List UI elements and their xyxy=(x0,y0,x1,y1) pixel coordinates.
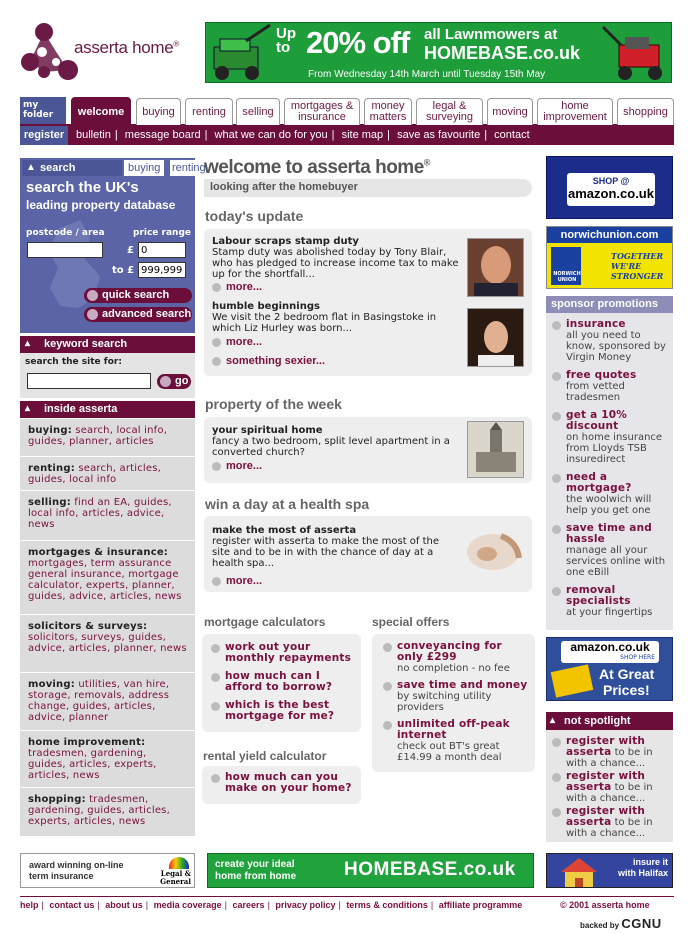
asserta-molecule-icon xyxy=(20,22,80,84)
subnav-what-we-can-do[interactable]: what we can do for you xyxy=(214,129,328,141)
portrait-icon xyxy=(468,239,523,296)
footer-help[interactable]: help xyxy=(20,900,39,910)
cgnu-logo[interactable]: CGNU xyxy=(621,916,662,931)
postcode-input[interactable] xyxy=(27,242,103,258)
section-head: shopping: xyxy=(28,794,86,805)
subnav-message-board[interactable]: message board xyxy=(124,129,201,141)
keyword-search-input[interactable] xyxy=(27,373,151,389)
section-links[interactable]: search, local info, guides, planner, articles xyxy=(28,425,168,447)
inside-section-home-improvement[interactable] xyxy=(20,730,195,787)
spotlight-item-3[interactable] xyxy=(552,806,668,839)
todays-update-title: today's update xyxy=(205,208,304,224)
search-subtitle: leading property database xyxy=(26,198,176,212)
calc-link[interactable]: work out your monthly repayments xyxy=(225,641,352,664)
mortgage-calculators-title: mortgage calculators xyxy=(204,615,326,629)
update-article-1 xyxy=(212,236,464,280)
tab-mortgages-insurance[interactable]: mortgages & insurance xyxy=(284,98,360,125)
halifax-line1: insure it xyxy=(632,857,668,867)
tab-welcome[interactable]: welcome xyxy=(71,97,131,126)
not-spotlight-title: not spotlight xyxy=(564,715,631,727)
spotlight-link[interactable]: register with asserta xyxy=(566,735,646,758)
halifax-banner[interactable] xyxy=(546,853,673,888)
section-head: home improvement: xyxy=(28,737,146,748)
tab-shopping[interactable]: shopping xyxy=(617,98,674,125)
article-title[interactable]: your spiritual home xyxy=(212,425,323,436)
article-body: We visit the 2 bedroom flat in Basingstoke in which Liz Hurley was born... xyxy=(212,312,437,334)
sponsor-promotions xyxy=(546,296,673,630)
price-min-currency: £ xyxy=(127,245,134,256)
sponsor-text: from vetted tradesmen xyxy=(566,381,625,403)
not-spotlight xyxy=(546,712,673,842)
quick-search-button[interactable] xyxy=(84,288,192,303)
section-head: renting: xyxy=(28,463,75,474)
amazon-shop-banner[interactable] xyxy=(546,156,673,219)
article-body: Stamp duty was abolished today by Tony Blair, who has pledged to increase income tax to make up for the shortfall... xyxy=(212,247,459,280)
inside-section-solicitors[interactable] xyxy=(20,614,195,672)
section-head: moving: xyxy=(28,679,75,690)
banner-upto: Up to xyxy=(276,25,296,56)
backed-label: backed by xyxy=(580,921,620,930)
tab-moving[interactable]: moving xyxy=(487,98,533,125)
offer-text: by switching utility providers xyxy=(397,691,492,713)
inside-section-moving[interactable] xyxy=(20,672,195,730)
footer-divider xyxy=(20,896,674,897)
keyword-search-title: keyword search xyxy=(44,338,128,350)
inside-asserta-title: inside asserta xyxy=(44,403,118,415)
sponsor-item-5[interactable] xyxy=(552,523,670,578)
footer-contact[interactable]: contact us xyxy=(49,900,95,910)
section-head: selling: xyxy=(28,497,71,508)
inside-section-mortgages[interactable] xyxy=(20,540,195,614)
keyword-search-label: search the site for: xyxy=(25,357,122,367)
asserta-small-icon: ▴ xyxy=(25,403,31,414)
award-line2: term insurance xyxy=(29,871,94,881)
lawnmower-icon xyxy=(206,23,276,84)
offer-link[interactable]: unlimited off-peak internet xyxy=(397,718,510,741)
book-icon xyxy=(551,664,594,697)
rental-yield-item[interactable] xyxy=(211,772,357,794)
more-link[interactable]: more... xyxy=(212,281,262,293)
banner-dates: From Wednesday 14th March until Tuesday 15th May xyxy=(308,69,546,80)
sponsor-text: all you need to know, sponsored by Virgin Money xyxy=(566,330,666,363)
amazon-logo-box xyxy=(561,641,659,663)
sponsor-link[interactable]: save time and hassle xyxy=(566,522,652,545)
spotlight-item-2[interactable] xyxy=(552,771,668,804)
tab-home-improvement[interactable]: home improvement xyxy=(537,98,613,125)
subnav-contact[interactable]: contact xyxy=(494,129,530,141)
sponsor-item-2[interactable] xyxy=(552,370,670,403)
banner-line1: all Lawnmowers at xyxy=(424,26,558,43)
page-title-text: welcome to asserta home xyxy=(204,157,424,178)
homebase-line1: create your ideal xyxy=(215,859,295,870)
homebase-lawnmower-banner[interactable] xyxy=(205,22,672,83)
amazon-logo-box xyxy=(567,173,655,206)
offer-text: no completion - no fee xyxy=(397,663,510,674)
sponsor-text: on home insurance from Lloyds TSB insuredirect xyxy=(566,432,663,465)
calc-item-3[interactable] xyxy=(211,700,357,722)
tab-money-matters[interactable]: money matters xyxy=(364,98,412,125)
church-icon xyxy=(468,422,523,477)
asserta-logo[interactable] xyxy=(20,22,200,84)
tab-buying[interactable]: buying xyxy=(136,98,181,125)
section-links[interactable]: find an EA, guides, local info, articles, advice, news xyxy=(28,497,172,530)
section-links[interactable]: tradesmen, gardening, guides, articles, experts, articles, news xyxy=(28,748,157,781)
property-article xyxy=(212,425,464,458)
footer-about[interactable]: about us xyxy=(105,900,143,910)
property-of-week-title: property of the week xyxy=(205,396,342,412)
tab-renting[interactable]: renting xyxy=(185,98,233,125)
article-body: register with asserta to make the most of the site and to be in with the chance of day at a health spa... xyxy=(212,536,440,569)
search-tab-label: search xyxy=(40,162,76,174)
keyword-search-box xyxy=(20,353,195,398)
amazon-shop-label: SHOP @ xyxy=(592,176,630,186)
asserta-small-icon: ▴ xyxy=(25,338,31,349)
footer-privacy[interactable]: privacy policy xyxy=(275,900,336,910)
red-lawnmower-icon xyxy=(601,23,671,84)
page-title xyxy=(204,157,430,179)
award-line1: award winning on-line xyxy=(29,860,124,870)
calc-link[interactable]: how much can I afford to borrow? xyxy=(225,670,333,693)
sponsor-item-4[interactable] xyxy=(552,472,670,516)
section-links[interactable]: tradesmen, gardening, guides, articles, experts, articles, news xyxy=(28,794,170,827)
rental-yield-link[interactable]: how much can you make on your home? xyxy=(225,771,352,794)
page-title-reg: ® xyxy=(423,157,430,168)
register-button[interactable]: register xyxy=(20,126,68,145)
spotlight-link[interactable]: register with asserta xyxy=(566,805,646,828)
postcode-label: postcode / area xyxy=(26,228,105,238)
quick-search-label: quick search xyxy=(102,289,170,301)
special-offers-title: special offers xyxy=(372,615,450,629)
inside-asserta-panel xyxy=(20,418,195,836)
footer-links: help | contact us | about us | media coverage | careers | privacy policy | terms & conditions | affiliate programme xyxy=(20,900,523,910)
amazon-line1: At Great xyxy=(599,666,655,682)
spotlight-text: to be in with a chance... xyxy=(566,782,653,804)
inside-section-shopping[interactable] xyxy=(20,787,195,836)
spotlight-item-1[interactable] xyxy=(552,736,668,769)
footer-terms[interactable]: terms & conditions xyxy=(346,900,428,910)
article-title[interactable]: humble beginnings xyxy=(212,301,320,312)
sponsor-link[interactable]: get a 10% discount xyxy=(566,409,627,432)
article-title[interactable]: Labour scraps stamp duty xyxy=(212,236,359,247)
norwich-tagline: TOGETHER WE'RE STRONGER xyxy=(611,251,664,281)
legal-general-logo: Legal & General xyxy=(160,869,191,886)
footer-affiliate[interactable]: affiliate programme xyxy=(438,900,523,910)
amazon-great-prices-banner[interactable] xyxy=(546,637,673,701)
tony-blair-photo xyxy=(467,238,524,297)
inside-asserta-header xyxy=(20,401,195,418)
sponsor-text: the woolwich will help you get one xyxy=(566,494,652,516)
sponsor-link[interactable]: free quotes xyxy=(566,369,637,381)
sponsor-text: manage all your services online with one eBill xyxy=(566,545,666,578)
copyright: © 2001 asserta home xyxy=(560,900,650,910)
section-head: buying: xyxy=(28,425,72,436)
arrow-icon xyxy=(87,309,98,320)
search-icon: ▲ xyxy=(26,162,36,173)
article-title[interactable]: make the most of asserta xyxy=(212,525,357,536)
legal-general-banner[interactable] xyxy=(20,853,195,888)
inside-section-selling[interactable] xyxy=(20,490,195,540)
norwich-url: norwichunion.com xyxy=(547,227,672,243)
banner-store: HOMEBASE.co.uk xyxy=(424,43,581,63)
advanced-search-label: advanced search xyxy=(102,308,192,320)
brand-reg: ® xyxy=(173,39,180,49)
section-head: mortgages & insurance: xyxy=(28,547,169,558)
sponsor-link[interactable]: need a mortgage? xyxy=(566,471,632,494)
offer-item-3[interactable] xyxy=(383,719,531,763)
spotlight-text: to be in with a chance... xyxy=(566,747,653,769)
sub-navigation-links: bulletin | message board | what we can do for you | site map | save as favourite | contact xyxy=(72,126,534,145)
price-to-label: to £ xyxy=(112,265,135,276)
tab-selling[interactable]: selling xyxy=(236,98,280,125)
liz-hurley-photo xyxy=(467,308,524,367)
footer-careers[interactable]: careers xyxy=(232,900,265,910)
asserta-small-icon: ▴ xyxy=(550,715,556,726)
keyword-go-button[interactable] xyxy=(157,374,191,389)
advanced-search-button[interactable] xyxy=(84,307,192,322)
price-range-label: price range xyxy=(133,228,192,238)
sponsor-promotions-title: sponsor promotions xyxy=(546,296,673,313)
search-tab-buying[interactable]: buying xyxy=(124,160,164,176)
brand-name: asserta home xyxy=(74,38,174,57)
search-title: search the UK's xyxy=(26,179,139,196)
spa-title: win a day at a health spa xyxy=(205,496,370,512)
section-links[interactable]: search, articles, guides, local info xyxy=(28,463,162,485)
inside-section-buying[interactable] xyxy=(20,418,195,456)
norwich-name: NORWICH UNION xyxy=(553,271,581,283)
section-head: solicitors & surveys: xyxy=(28,621,148,632)
go-label: go xyxy=(175,375,189,387)
something-sexier-link[interactable]: something sexier... xyxy=(212,355,325,367)
amazon-name: amazon.co.uk xyxy=(570,640,650,654)
offer-item-2[interactable] xyxy=(383,680,531,713)
amazon-shop-here: SHOP HERE xyxy=(620,654,655,661)
more-link[interactable]: more... xyxy=(212,575,262,587)
amazon-name: amazon.co.uk xyxy=(568,186,654,201)
church-photo xyxy=(467,421,524,478)
homebase-logo: HOMEBASE.co.uk xyxy=(344,859,516,880)
search-tab-renting[interactable]: renting xyxy=(172,162,206,174)
more-link[interactable]: more... xyxy=(212,460,262,472)
offer-link[interactable]: save time and money xyxy=(397,679,528,691)
subnav-save-favourite[interactable]: save as favourite xyxy=(397,129,481,141)
property-search-box xyxy=(20,158,206,333)
offer-item-1[interactable] xyxy=(383,641,531,674)
spa-article xyxy=(212,525,452,569)
sponsor-item-6[interactable] xyxy=(552,585,670,618)
amazon-line2: Prices! xyxy=(603,682,650,698)
not-spotlight-header xyxy=(546,712,673,730)
umbrella-icon xyxy=(169,857,189,869)
calc-item-2[interactable] xyxy=(211,671,357,693)
calc-item-1[interactable] xyxy=(211,642,357,664)
section-links[interactable]: solicitors, surveys, guides, advice, articles, planner, news xyxy=(28,632,187,654)
page-subtitle: looking after the homebuyer xyxy=(204,179,532,197)
spa-massage-image xyxy=(457,522,527,578)
norwich-union-banner[interactable] xyxy=(546,226,673,289)
banner-percent: 20% off xyxy=(306,25,410,60)
tab-legal-surveying[interactable]: legal & surveying xyxy=(416,98,483,125)
sponsor-link[interactable]: removal specialists xyxy=(566,584,631,607)
offer-link[interactable]: conveyancing for only £299 xyxy=(397,640,502,663)
spotlight-link[interactable]: register with asserta xyxy=(566,770,646,793)
subnav-bulletin[interactable]: bulletin xyxy=(76,129,111,141)
sponsor-link[interactable]: insurance xyxy=(566,318,626,330)
sponsor-item-1[interactable] xyxy=(552,319,670,363)
price-max-input[interactable] xyxy=(138,262,186,278)
sponsor-item-3[interactable] xyxy=(552,410,670,465)
calc-link[interactable]: which is the best mortgage for me? xyxy=(225,699,335,722)
inside-section-renting[interactable] xyxy=(20,456,195,490)
update-article-2 xyxy=(212,301,464,334)
homebase-line2: home from home xyxy=(215,871,297,882)
homebase-banner[interactable] xyxy=(207,853,534,888)
backed-by-cgnu xyxy=(580,916,662,931)
offer-text: check out BT's great £14.99 a month deal xyxy=(397,741,502,763)
subnav-site-map[interactable]: site map xyxy=(341,129,384,141)
keyword-search-header xyxy=(20,336,195,353)
spotlight-text: to be in with a chance... xyxy=(566,817,653,839)
portrait-icon xyxy=(468,309,523,366)
footer-media[interactable]: media coverage xyxy=(153,900,222,910)
search-tab-search[interactable] xyxy=(22,160,122,176)
halifax-line2: with Halifax xyxy=(617,868,668,878)
more-link[interactable]: more... xyxy=(212,336,262,348)
section-links[interactable]: mortgages, term assurance general insurance, mortgage calculator, experts, planner, guides, advice, articles, news xyxy=(28,558,182,602)
article-body: fancy a two bedroom, split level apartment in a converted church? xyxy=(212,436,450,458)
arrow-icon xyxy=(160,376,171,387)
section-links[interactable]: utilities, van hire, storage, removals, address change, guides, articles, advice, planner xyxy=(28,679,170,723)
tab-myfolder[interactable]: my folder xyxy=(20,97,66,124)
rental-yield-title: rental yield calculator xyxy=(203,749,327,763)
price-min-input[interactable] xyxy=(138,242,186,258)
sponsor-text: at your fingertips xyxy=(566,607,653,618)
arrow-icon xyxy=(87,290,98,301)
